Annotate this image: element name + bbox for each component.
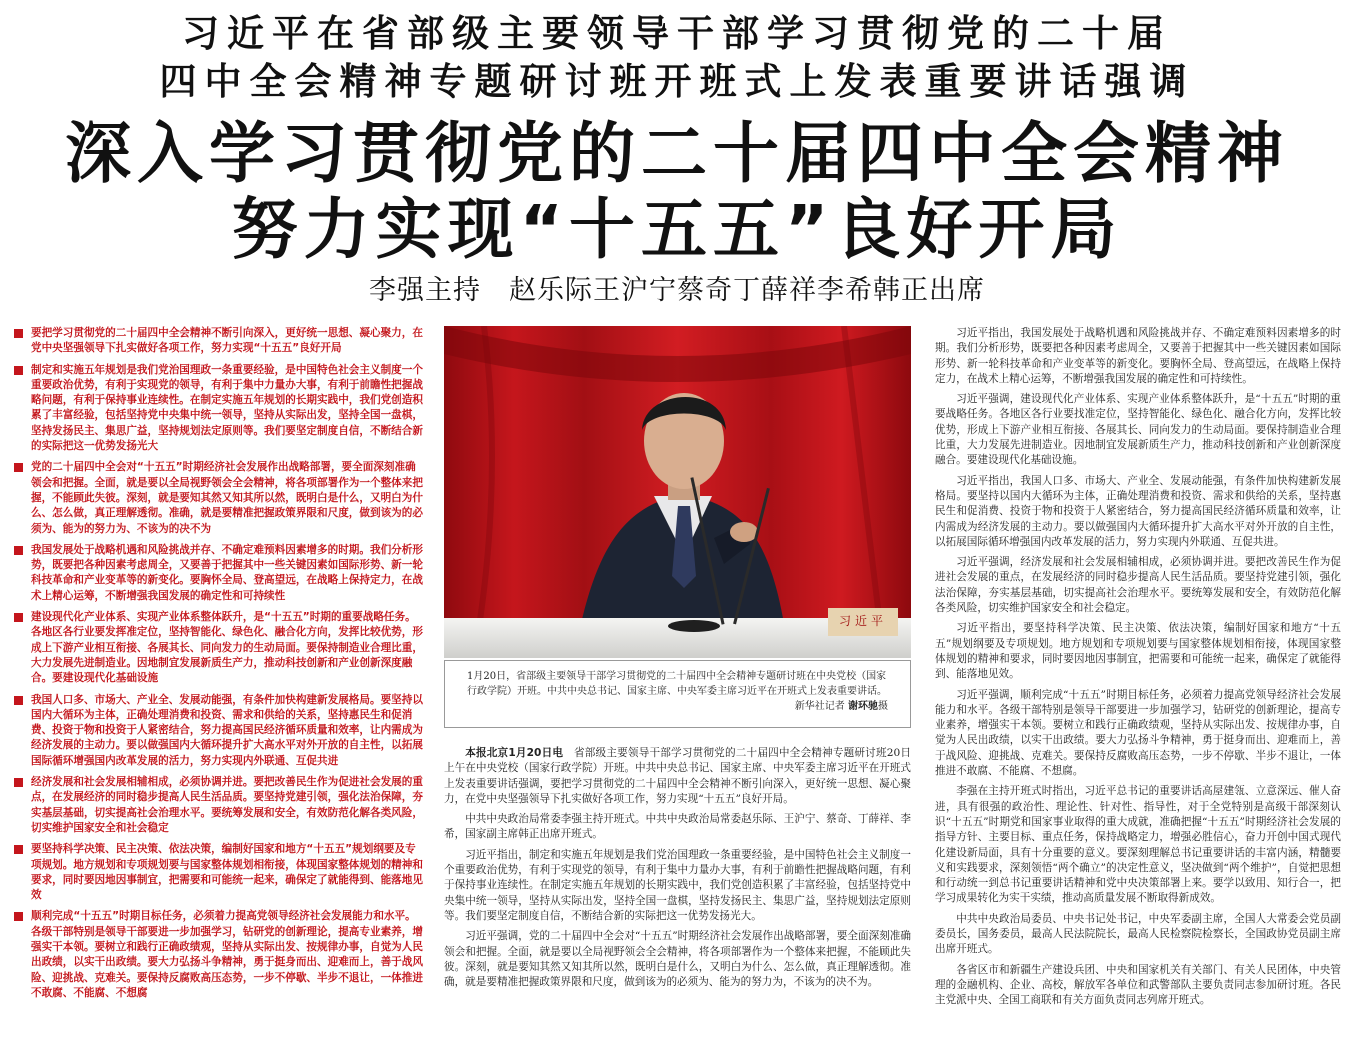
headline-line-1: 深入学习贯彻党的二十届四中全会精神 (65, 115, 1289, 192)
summary-text: 建设现代化产业体系、实现产业体系整体跃升，是“十五五”时期的重要战略任务。各地区各行业要发挥准定位，坚持智能化、绿色化、融合化方向，发挥比较优势，形成上下游产业相互衔接、各展其长、同向发力的生动局面。要保持制造业合理比重，大力发展先进制造业。因地制宜发展新质生产力，推动科技创新和产业创新深度融合。要建设现代化基础设施 (31, 611, 423, 685)
summary-item (14, 842, 424, 903)
summary-text: 经济发展和社会发展相辅相成，必须协调并进。要把改善民生作为促进社会发展的重点，在发展经济的同时稳步提高人民生活品质。要坚持党建引领，强化法治保障，夯实基层基础，切实提高社会治理水平。要统筹发展和安全，有效防范化解各类风险，切实维护国家安全和社会稳定 (31, 776, 423, 834)
article-paragraph: 习近平指出，我国人口多、市场大、产业全、发展动能强，有条件加快构建新发展格局。要坚持以国内大循环为主体，正确处理消费和投资、需求和供给的关系，坚持惠民生和促消费、投资于物和投资于人紧密结合，努力提高国民经济循环质量和效率，让内需成为经济发展的主动力。要以做强国内大循环提升扩大高水平对外开放的自主性，以拓展国际循环增强国内改革发展的活力，努力实现内外联通、互促共进。 (935, 474, 1341, 548)
article-column-right (935, 326, 1341, 1051)
credit-prefix: 新华社记者 (794, 701, 845, 712)
article-column-middle (444, 746, 911, 1051)
bullet-square-icon (14, 845, 23, 854)
bullet-square-icon (14, 366, 23, 375)
summary-text: 我国人口多、市场大、产业全、发展动能强，有条件加快构建新发展格局。要坚持以国内大循环为主体，正确处理消费和投资、需求和供给的关系，坚持惠民生和促消费、投资于物和投资于人紧密结合，努力提高国民经济循环质量和效率，让内需成为经济发展的主动力。要以做强国内大循环提升扩大高水平对外开放的自主性，以拓展国际循环增强国内改革发展的活力，努力实现内外联通、互促共进 (31, 693, 423, 767)
summary-text: 党的二十届四中全会对“十五五”时期经济社会发展作出战略部署，要全面深刻准确领会和把握。全面，就是要以全局视野领会全会精神，将各项部署作为一个整体来把握，不能顾此失彼。深刻，就是要知其然又知其所以然，既明白是什么，又明白为什么、怎么做，真正理解透彻。准确，就是要精准把握政策界限和尺度，做到该为的必须为、能为的努力为、不该为的决不为 (31, 461, 423, 535)
summary-item (14, 693, 424, 769)
bullet-square-icon (14, 329, 23, 338)
subheadline: 李强主持 赵乐际王沪宁蔡奇丁薛祥李希韩正出席 (369, 275, 985, 306)
kicker-line-2: 四中全会精神专题研讨班开班式上发表重要讲话强调 (159, 60, 1195, 103)
summary-text: 要把学习贯彻党的二十届四中全会精神不断引向深入，更好统一思想、凝心聚力，在党中央坚强领导下扎实做好各项工作，努力实现“十五五”良好开局 (31, 327, 423, 355)
credit-suffix: 摄 (878, 701, 888, 712)
dateline: 本报北京1月20日电 (465, 747, 564, 759)
summary-item (14, 909, 424, 1001)
summary-item (14, 326, 424, 357)
summary-item (14, 775, 424, 836)
article-paragraph: 习近平强调，建设现代化产业体系、实现产业体系整体跃升，是“十五五”时期的重要战略任务。各地区各行业要找准定位，坚持智能化、绿色化、融合化方向，发挥比较优势，形成上下游产业相互衔接、各展其长、同向发力的生动局面。要保持制造业合理比重，大力发展先进制造业。因地制宜发展新质生产力，推动科技创新和产业创新深度融合。要建设现代化基础设施。 (935, 393, 1341, 467)
bullet-square-icon (14, 613, 23, 622)
caption-text: 1月20日，省部级主要领导干部学习贯彻党的二十届四中全会精神专题研讨班在中央党校（国家行政学院）开班。中共中央总书记、国家主席、中央军委主席习近平在开班式上发表重要讲话。 (467, 671, 887, 697)
credit-name: 谢环驰 (848, 701, 878, 712)
photo-caption (444, 660, 911, 728)
summary-item (14, 610, 424, 686)
article-paragraph: 习近平强调，经济发展和社会发展相辅相成，必须协调并进。要把改善民生作为促进社会发展的重点，在发展经济的同时稳步提高人民生活品质。要坚持党建引领，强化法治保障，夯实基层基础，切实提高社会治理水平。要统筹发展和安全，有效防范化解各类风险，切实维护国家安全和社会稳定。 (935, 556, 1341, 615)
paragraph-text: 省部级主要领导干部学习贯彻党的二十届四中全会精神专题研讨班20日上午在中央党校（国家行政学院）开班。中共中央总书记、国家主席、中央军委主席习近平在开班式上发表重要讲话强调，要把学习贯彻党的二十届四中全会精神不断引向深入，更好统一思想、凝心聚力，在党中央坚强领导下扎实做好各项工作，努力实现“十五五”良好开局。 (444, 747, 911, 805)
bullet-square-icon (14, 546, 23, 555)
summary-column (14, 326, 424, 1048)
summary-item (14, 460, 424, 536)
headline-line-2: 努力实现“十五五”良好开局 (231, 191, 1123, 268)
article-paragraph: 习近平强调，党的二十届四中全会对“十五五”时期经济社会发展作出战略部署，要全面深刻准确领会和把握。全面，就是要以全局视野领会全会精神，将各项部署作为一个整体来把握，不能顾此失彼。深刻，就是要知其然又知其所以然，既明白是什么，又明白为什么、怎么做，真正理解透彻。准确，就是要精准把握政策界限和尺度，做到该为的必须为、能为的努力为，不该为的决不为。 (444, 930, 911, 989)
bullet-square-icon (14, 463, 23, 472)
summary-item (14, 543, 424, 604)
bullet-square-icon (14, 912, 23, 921)
speaker-photo-illustration (444, 326, 911, 658)
summary-text: 要坚持科学决策、民主决策、依法决策，编制好国家和地方“十五五”规划纲要及专项规划。地方规划和专项规划要与国家整体规划相衔接，体现国家整体规划的精神和要求，同时要因地因事制宜，把需要和可能统一起来，确保定了就能得到、能落地见效 (31, 843, 423, 902)
article-paragraph: 中共中央政治局委员、中央书记处书记，中央军委副主席，全国人大常委会党员副委员长，国务委员，最高人民法院院长，最高人民检察院检察长，全国政协党员副主席出席开班式。 (935, 912, 1341, 956)
article-paragraph: 中共中央政治局常委李强主持开班式。中共中央政治局常委赵乐际、王沪宁、蔡奇、丁薛祥、李希，国家副主席韩正出席开班式。 (444, 813, 911, 841)
bullet-square-icon (14, 778, 23, 787)
news-photo (444, 326, 911, 658)
summary-text: 制定和实施五年规划是我们党治国理政一条重要经验，是中国特色社会主义制度一个重要政治优势，有利于实现党的领导，有利于集中力量办大事，有利于前瞻性把握战略问题，有利于保持事业连续性。在制定实施五年规划的长期实践中，我们党创造积累了丰富经验，包括坚持党中央集中统一领导，坚持从实际出发，坚持全国一盘棋，坚持发扬民主、集思广益，坚持规划法定原则等。我们要坚定制度自信，不断结合新的实际把这一优势发扬光大 (31, 363, 423, 453)
article-paragraph: 习近平强调，顺利完成“十五五”时期目标任务，必须着力提高党领导经济社会发展能力和水平。各级干部特别是领导干部要进一步加强学习，钻研党的创新理论，提高专业素养，增强实干本领。要树立和践行正确政绩观，坚持从实际出发、按规律办事，自觉为人民出政绩，以实干出政绩。要大力弘扬斗争精神，勇于挺身而出、迎难而上，善于战风险、迎挑战、克难关。要保持反腐败高压态势，一步不停歇、半步不退让，一体推进不敢腐、不能腐、不想腐。 (935, 688, 1341, 778)
summary-text: 我国发展处于战略机遇和风险挑战并存、不确定难预料因素增多的时期。我们分析形势，既要把各种因素考虑周全，又要善于把握其中一些关键因素如国际形势、新一轮科技革命和产业变革等的新变化。要胸怀全局、登高望远，在战略上保持定力，在战术上精心运筹，不断增强我国发展的确定性和可持续性 (31, 543, 423, 602)
article-paragraph: 习近平指出，要坚持科学决策、民主决策、依法决策，编制好国家和地方“十五五”规划纲要及专项规划。地方规划和专项规划要与国家整体规划相衔接，体现国家整体规划的精神和要求，同时要因地因事制宜，把需要和可能统一起来，确保定了就能得到、能落地见效。 (935, 622, 1341, 681)
kicker-line-1: 习近平在省部级主要领导干部学习贯彻党的二十届 (182, 12, 1172, 55)
bullet-square-icon (14, 696, 23, 705)
summary-item (14, 363, 424, 455)
photo-credit (467, 699, 888, 714)
article-paragraph (444, 746, 911, 807)
article-paragraph: 习近平指出，制定和实施五年规划是我们党治国理政一条重要经验，是中国特色社会主义制度一个重要政治优势，有利于实现党的领导，有利于集中力量办大事，有利于前瞻性把握战略问题，有利于保持事业连续性。在制定实施五年规划的长期实践中，我们党创造积累了丰富经验，包括坚持党中央集中统一领导，坚持从实际出发，坚持全国一盘棋，坚持发扬民主、集思广益，坚持规划法定原则等。我们要坚定制度自信，不断结合新的实际把这一优势发扬光大。 (444, 848, 911, 922)
article-paragraph: 各省区市和新疆生产建设兵团、中央和国家机关有关部门、有关人民团体，中央管理的金融机构、企业、高校，解放军各单位和武警部队主要负责同志参加研讨班。各民主党派中央、全国工商联和有关方面负责同志列席开班式。 (935, 963, 1341, 1007)
article-paragraph: 李强在主持开班式时指出，习近平总书记的重要讲话高屋建瓴、立意深远、催人奋进，具有很强的政治性、理论性、针对性、指导性，对于全党特别是高级干部深刻认识“十五五”时期党和国家事业取得的重大成就，准确把握“十五五”时期经济社会发展的指导方针、主要目标、重点任务，保持战略定力，增强必胜信心，奋力开创中国式现代化建设新局面，具有十分重要的意义。要深刻理解总书记重要讲话的丰富内涵，精髓要义和实践要求，深刻领悟“两个确立”的决定性意义，坚决做到“两个维护”，自觉把思想和行动统一到总书记重要讲话精神和党中央决策部署上来。要学以致用、知行合一，把学习成果转化为实干实绩，推动高质量发展不断取得新成效。 (935, 785, 1341, 905)
article-paragraph: 习近平指出，我国发展处于战略机遇和风险挑战并存、不确定难预料因素增多的时期。我们分析形势，既要把各种因素考虑周全，又要善于把握其中一些关键因素如国际形势、新一轮科技革命和产业变革等的新变化。要胸怀全局、登高望远，在战略上保持定力，在战术上精心运筹，不断增强我国发展的确定性和可持续性。 (935, 327, 1341, 385)
summary-text: 顺利完成“十五五”时期目标任务，必须着力提高党领导经济社会发展能力和水平。各级干部特别是领导干部要进一步加强学习，钻研党的创新理论，提高专业素养，增强实干本领。要树立和践行正确政绩观，坚持从实际出发、按规律办事，自觉为人民出政绩，以实干出政绩。要大力弘扬斗争精神，勇于挺身而出、迎难而上，善于战风险、迎挑战、克难关。要保持反腐败高压态势，一步不停歇、半步不退让，一体推进不敢腐、不能腐、不想腐 (31, 910, 423, 999)
nameplate: 习近平 (838, 614, 887, 628)
